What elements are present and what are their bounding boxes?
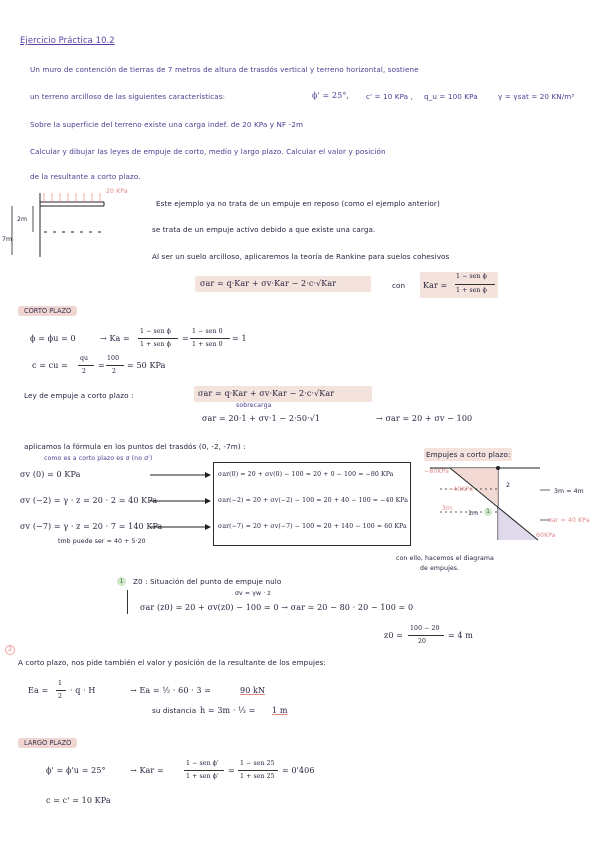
resultante-text: A corto plazo, nos pide también el valor y posición de la resultante de los empujes: (18, 658, 326, 667)
diag-z0: 3m = 4m (554, 488, 584, 495)
diagram-marker-1: 1 (484, 508, 492, 516)
diag-sigma: σar = 40 KPa (548, 517, 590, 524)
largo-kar-den: 1 + sen ϕ' (186, 773, 219, 780)
statement-line-4: Calcular y dibujar las leyes de empuje de corto, medio y largo plazo. Calcular el valor y posición (30, 147, 386, 156)
statement-line-2: un terreno arcilloso de las siguientes características: (30, 92, 226, 101)
ka-d1: 1 + sen ϕ (140, 341, 171, 348)
statement-line-5: de la resultante a corto plazo. (30, 172, 141, 181)
ea-den: 2 (58, 693, 63, 700)
con-label: con (392, 281, 406, 290)
largo-plazo-pill: LARGO PLAZO (18, 738, 77, 748)
diag-m40: −40KPa (448, 486, 473, 493)
sv-2: σv (−2) = γ · z = 20 · 2 = 40 KPa (20, 496, 158, 505)
ka-result: = 1 (232, 334, 247, 343)
distance-label: su distancia (152, 706, 197, 715)
ka-eq: = (182, 334, 189, 343)
con-ello-1: con ello, hacemos el diagrama (396, 555, 494, 562)
ka-n1: 1 − sen ϕ (140, 328, 171, 335)
note-1: Este ejemplo ya no trata de un empuje en reposo (como el ejemplo anterior) (156, 199, 440, 208)
result-2: σar(−2) = 20 + σv(−2) − 100 = 20 + 40 − 100 = −40 KPa (218, 497, 409, 504)
diag-1m: 1m (468, 510, 479, 517)
c-num: qu (80, 355, 89, 362)
kar-num: 1 − sen ϕ (456, 273, 487, 280)
result-7: σar(−7) = 20 + σv(−7) − 100 = 20 + 140 − 100 = 60 KPa (218, 523, 407, 530)
z0-result-val: = 4 m (448, 631, 473, 640)
note-2: se trata de un empuje activo debido a que existe una carga. (152, 225, 376, 234)
z0-result-num: 100 − 20 (410, 625, 440, 632)
largo-phi: ϕ' = ϕ'u = 25° (46, 766, 106, 775)
sv-7-alt: tmb puede ser = 40 + 5·20 (58, 538, 146, 545)
result-arrows (0, 460, 220, 540)
resultante-marker: 2 (5, 645, 15, 655)
z0-marker: 1 (117, 577, 126, 586)
largo-c: c = c' = 10 KPa (46, 796, 111, 805)
sv-7: σv (−7) = γ · z = 20 · 7 = 140 KPa (20, 522, 163, 531)
c-eq: = (98, 361, 105, 370)
largo-result: = 0'406 (282, 766, 315, 775)
largo-kar-lhs: → Kar = (130, 766, 164, 775)
ka-d2: 1 + sen 0 (192, 341, 223, 348)
largo-kar-num: 1 − sen ϕ' (186, 760, 219, 767)
rankine-formula: σar = q·Kar + σv·Kar − 2·c·√Kar (200, 279, 337, 288)
distance-value: 1 m (272, 706, 288, 715)
ley-result: → σar = 20 + σv − 100 (376, 414, 473, 423)
kar-lhs: Kar = (423, 281, 448, 290)
sketch-load-label: 20 KPa (106, 188, 128, 195)
ea-lhs: Ea = (28, 686, 49, 695)
diag-m80: −80KPa (424, 468, 449, 475)
sketch-water-label: 2m (17, 216, 28, 223)
diag-2: 2 (506, 482, 511, 489)
param-qu: q_u = 100 KPa (424, 92, 478, 101)
result-0: σar(0) = 20 + σv(0) − 100 = 20 + 0 − 100 = −80 KPa (218, 471, 394, 478)
z0-hint: σv = γw · z (235, 590, 271, 597)
largo-eq: = (228, 766, 235, 775)
param-c: c' = 10 KPa , (366, 92, 413, 101)
statement-line-1: Un muro de contención de tierras de 7 metros de altura de trasdós vertical y terreno horizontal, sostiene (30, 65, 419, 74)
distance-eq: h = 3m · ⅓ = (200, 706, 256, 715)
c-result: = 50 KPa (127, 361, 166, 370)
ley-formula: σar = q·Kar + σv·Kar − 2·c·√Kar (198, 389, 335, 398)
wall-sketch (0, 185, 140, 265)
nota-sigma: como es a corto plazo es σ (no σ') (44, 455, 153, 462)
c-den: 2 (82, 368, 87, 375)
ley-label: Ley de empuje a corto plazo : (24, 391, 134, 400)
diagram-title: Empujes a corto plazo: (426, 450, 511, 459)
param-phi: ϕ' = 25°, (312, 91, 350, 100)
param-gamma: γ = γsat = 20 KN/m³ (498, 92, 575, 101)
ea-rest: · q · H (70, 686, 96, 695)
z0-result-den: 20 (418, 638, 427, 645)
sv-0: σv (0) = 0 KPa (20, 470, 81, 479)
statement-line-3: Sobre la superficie del terreno existe una carga indef. de 20 KPa y NF -2m (30, 120, 304, 129)
page-title: Ejercicio Práctica 10.2 (20, 35, 115, 45)
largo-kar-den2: 1 + sen 25 (240, 773, 275, 780)
note-3: Al ser un suelo arcilloso, aplicaremos la teoría de Rankine para suelos cohesivos (152, 252, 450, 261)
ea-num: 1 (58, 680, 63, 687)
z0-result-lhs: z0 = (384, 631, 403, 640)
con-ello-2: de empujes. (420, 565, 460, 572)
diag-3m: 3m (442, 505, 453, 512)
c-num2: 100 (107, 355, 120, 362)
largo-kar-num2: 1 − sen 25 (240, 760, 275, 767)
corto-phi: ϕ = ϕu = 0 (30, 334, 76, 343)
kar-den: 1 + sen ϕ (456, 287, 487, 294)
sobrecarga-label: sobrecarga (236, 402, 272, 409)
sketch-wall-height: 7m (2, 236, 13, 243)
ka-lhs: → Ka = (100, 334, 130, 343)
c-den2: 2 (112, 368, 117, 375)
ea-calc: → Ea = ½ · 60 · 3 = (130, 686, 212, 695)
corto-plazo-pill: CORTO PLAZO (18, 306, 77, 316)
ea-value: 90 kN (240, 686, 266, 695)
z0-title: Z0 : Situación del punto de empuje nulo (133, 577, 282, 586)
c-lhs: c = cu = (32, 361, 68, 370)
aplicamos-text: aplicamos la fórmula en los puntos del trasdós (0, -2, -7m) : (24, 442, 246, 451)
ley-substituted: σar = 20·1 + σv·1 − 2·50·√1 (202, 414, 321, 423)
z0-equation: σar (z0) = 20 + σv(z0) − 100 = 0 → σar = 20 − 80 · 20 − 100 = 0 (140, 603, 414, 612)
ka-n2: 1 − sen 0 (192, 328, 223, 335)
diag-60: 60KPa (536, 532, 556, 539)
